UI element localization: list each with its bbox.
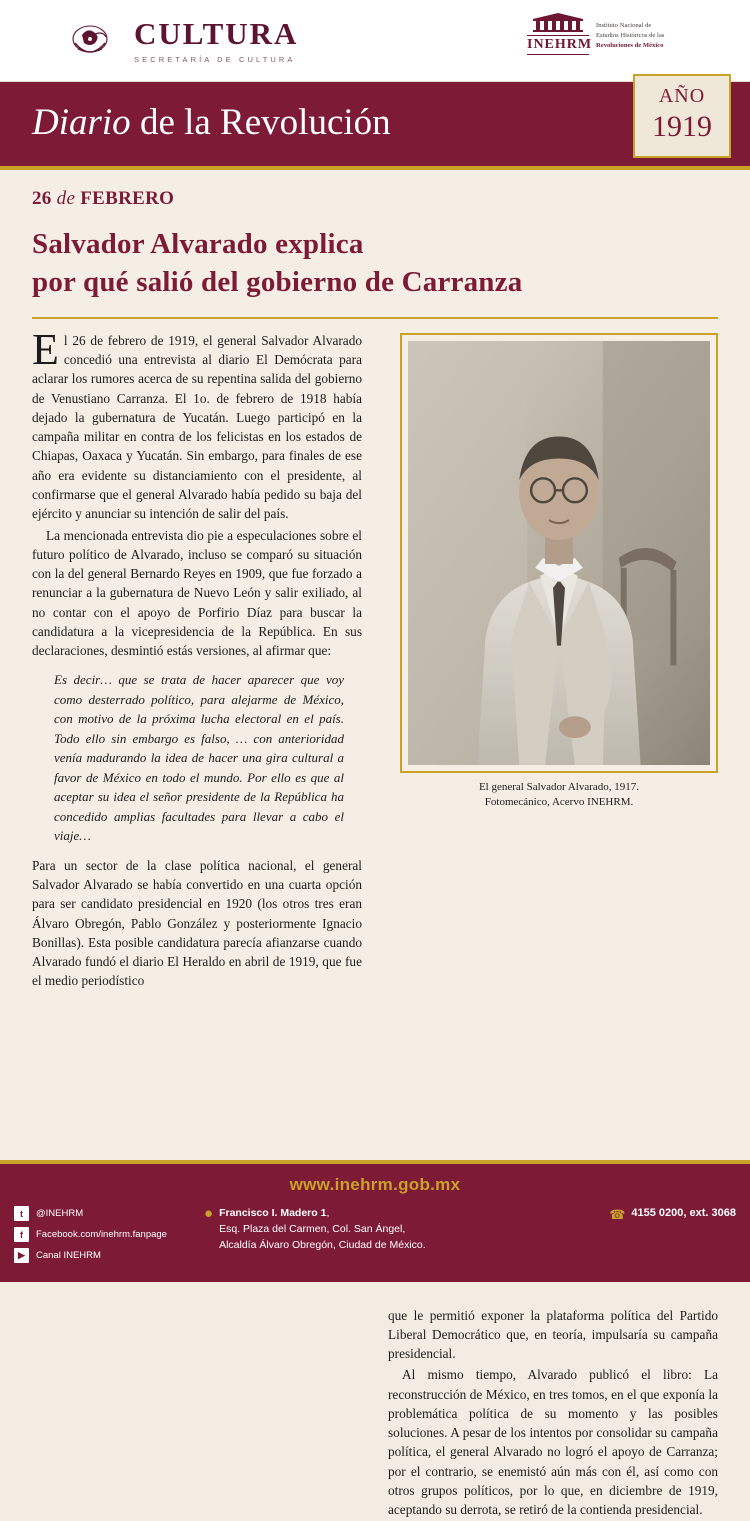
dateline [32,188,718,210]
address-block [204,1206,546,1269]
cultura-title: CULTURA [134,15,299,51]
figure-caption-line-1: El general Salvador Alvarado, 1917. [478,780,640,793]
divider [32,317,718,319]
column-left [32,324,362,993]
masthead [0,82,750,170]
header-bar [0,0,750,82]
mexican-coat-of-arms-icon [62,13,118,69]
address-line-2: Esq. Plaza del Carmen, Col. San Ángel, [219,1222,406,1235]
facebook-icon: f [14,1227,29,1242]
cultura-logo [134,15,299,64]
inehrm-line-2: Estudios Históricos de las [596,32,665,40]
dateline-day: 26 [32,188,52,209]
inehrm-name: INEHRM [527,35,589,55]
footer [0,1160,750,1282]
figure [400,333,718,810]
social-facebook[interactable] [14,1227,204,1242]
phone-number: 4155 0200, ext. 3068 [631,1207,736,1219]
paragraph-2: La mencionada entrevista dio pie a especulaciones sobre el futuro político de Alvarado, incluso se comparó su situación con la del general Bernardo Reyes en 1909, que fue forzado a renunciar a la gubernatura de Nuevo León y salir exiliado, al no contar con el apoyo de Porfirio Díaz para buscar la candidatura a la vicepresidencia de la República. En sus declaraciones, desmintió estás versiones, al afirmar que: [32,527,362,659]
inehrm-line-1: Instituto Nacional de [596,22,652,30]
pull-quote: Es decir… que se trata de hacer aparecer que voy como desterrado político, para alejarme de México, con motivo de la próxima lucha electoral en el país. Todo ello sin embargo es falso, … con anterioridad venía madurando la idea de hacer una gira cultural a favor de México en todo el mundo. Por ello es que al aceptar su idea el señor presidente de la República ha concedido amplias facultades para llevar a cabo el viaje… [54,672,344,844]
social-twitter-label: @INEHRM [36,1208,84,1219]
website-link[interactable]: www.inehrm.gob.mx [289,1175,461,1194]
social-youtube-label: Canal INEHRM [36,1250,101,1261]
year-value: 1919 [652,110,712,143]
article-body [0,170,750,1521]
address-street-comma: , [326,1207,330,1219]
social-links [14,1206,204,1269]
figure-caption [400,780,718,810]
address-street: Francisco I. Madero 1 [219,1207,327,1219]
figure-caption-line-2: Fotomecánico, Acervo INEHRM. [484,795,634,808]
dateline-de: de [56,188,76,209]
social-facebook-label: Facebook.com/inehrm.fanpage [36,1229,167,1240]
social-youtube[interactable] [14,1248,204,1263]
inehrm-fullname [596,17,664,51]
drop-cap: E [32,324,59,374]
cultura-subtitle: SECRETARÍA DE CULTURA [134,54,296,64]
social-twitter[interactable] [14,1206,204,1221]
publication-title-rest: de la Revolución [130,102,391,143]
dateline-month: FEBRERO [80,188,175,209]
portrait-photo [408,341,710,765]
phone-block [546,1206,736,1269]
inehrm-mark [527,13,593,55]
paragraph-5: Al mismo tiempo, Alvarado publicó el libro: La reconstrucción de México, en tres tomos, en el que exponía la problemática política de su momento y las posibles soluciones. A pesar de los intentos por consolidar su campaña política, el general Alvarado no logró el apoyo de Carranza; por el contrario, se enemistó aún más con él, así como con otros grupos políticos, por lo que, en diciembre de 1919, aceptando su derrota, se retiró de la contienda presidencial. [388,1367,718,1518]
publication-title-italic: Diario [32,102,131,143]
paragraph-1 [32,324,362,524]
headline-line-2: por qué salió del gobierno de Carranza [32,265,523,298]
map-pin-icon: ● [204,1205,214,1222]
columns [32,324,718,1521]
year-label: AÑO [658,85,706,107]
address-line-1 [219,1206,426,1222]
phone-icon: ☎ [609,1207,626,1222]
paragraph-1-text: l 26 de febrero de 1919, el general Salvador Alvarado concedió una entrevista al diario El Demócrata para aclarar los rumores acerca de su repentina salida del gobierno de Venustiano Carranza. El 1o. de febrero de 1918 había dejado la gubernatura de Yucatán. Luego participó en la campaña militar en contra de los felicistas en los estados de Chiapas, Oaxaca y Yucatán. Sin embargo, para finales de ese año era evidente su distanciamiento con el presidente, al confirmarse que el general Alvarado había pedido su baja del ejército y anunciar su intención de salir del país. [32,332,362,522]
inehrm-logo [527,13,664,55]
address-line-3: Alcaldía Álvaro Obregón, Ciudad de México. [219,1238,426,1251]
twitter-icon: t [14,1206,29,1221]
photo-frame [400,333,718,773]
publication-title [32,104,391,141]
page-title [32,226,718,301]
building-icon [527,13,589,33]
headline-line-1: Salvador Alvarado explica [32,228,364,260]
inehrm-line-3: Revoluciones de México [596,41,664,49]
paragraph-4: que le permitió exponer la plataforma política del Partido Liberal Democrático que, en teoría, impulsaría su campaña presidencial. [388,1307,718,1362]
youtube-icon: ▶ [14,1248,29,1263]
paragraph-3: Para un sector de la clase política nacional, el general Salvador Alvarado se había convertido en una cuarta opción para ser candidato presidencial en 1920 (los otros tres eran Álvaro Obregón, Pablo González y posteriormente Ignacio Bonillas). Esta posible candidatura parecía afianzarse cuando Alvarado fundó el diario El Heraldo en abril de 1919, que fue el medio periodístico [32,857,362,989]
year-badge [633,74,731,158]
